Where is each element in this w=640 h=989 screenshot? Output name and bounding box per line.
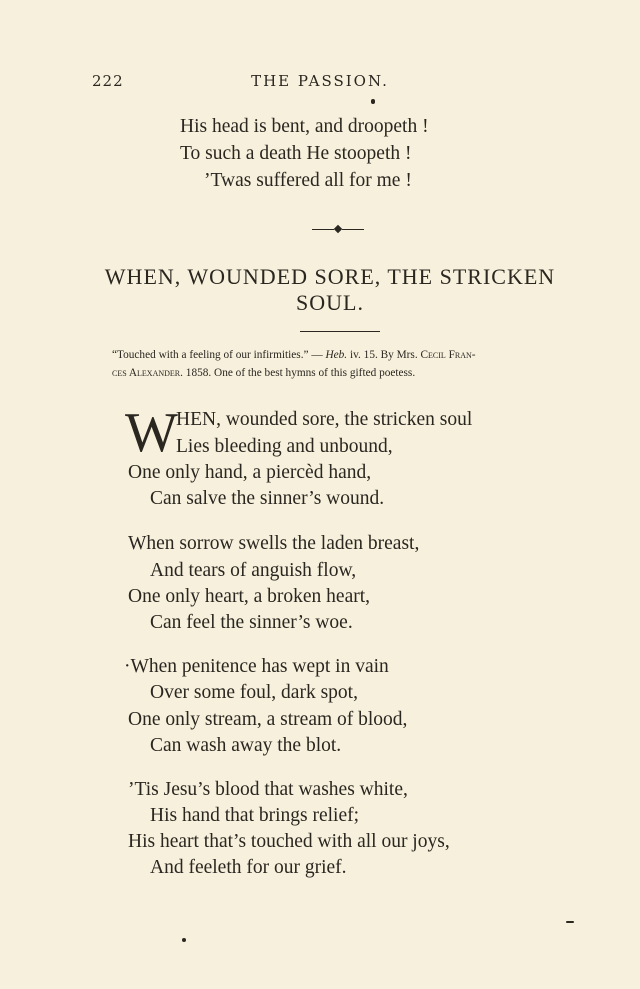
poem-line: ’Tis Jesu’s blood that washes white, <box>128 779 408 800</box>
note-dash: — <box>308 349 326 361</box>
prev-poem-line: To such a death He stoopeth ! <box>180 143 412 164</box>
poem-line: Over some foul, dark spot, <box>150 682 358 703</box>
poem-line: Can feel the sinner’s woe. <box>150 612 353 633</box>
poem-line: His hand that brings relief; <box>150 805 360 826</box>
page-number: 222 <box>92 72 124 90</box>
poem-line: His heart that’s touched with all our joys, <box>128 831 450 852</box>
prev-poem-line: His head is bent, and droopeth ! <box>180 116 429 137</box>
note-quote: “Touched with a feeling of our infirmities.” <box>112 349 309 361</box>
section-ornament <box>312 228 364 232</box>
hymn-note <box>112 346 592 382</box>
note-rest: 1858. One of the best hymns of this gifted poetess. <box>182 367 416 379</box>
poem-line: Can salve the sinner’s wound. <box>150 488 385 509</box>
poem-line: And tears of anguish flow, <box>150 560 357 581</box>
note-author-2: ces Alexander. <box>112 367 183 379</box>
poem-line: One only hand, a piercèd hand, <box>128 462 372 483</box>
poem-line: HEN, wounded sore, the stricken soul <box>176 409 473 430</box>
running-title: THE PASSION. <box>251 72 389 90</box>
poem-line: ·When penitence has wept in vain <box>124 656 389 677</box>
poem-line: Lies bleeding and unbound, <box>176 436 393 457</box>
poem-line: One only stream, a stream of blood, <box>128 709 408 730</box>
prev-poem-line: ’Twas suffered all for me ! <box>204 170 412 191</box>
poem-line: Can wash away the blot. <box>150 735 342 756</box>
poem-line: One only heart, a broken heart, <box>128 586 371 607</box>
ink-speck <box>566 921 574 923</box>
hymn-title-line-2: SOUL. <box>296 290 364 315</box>
hymn-title-line-1: WHEN, WOUNDED SORE, THE STRICKEN <box>104 264 556 289</box>
drop-cap: W <box>125 402 178 464</box>
ink-speck <box>371 99 375 104</box>
note-ref: Heb. <box>325 349 348 361</box>
title-rule <box>300 331 380 332</box>
poem-line: And feeleth for our grief. <box>150 857 347 878</box>
note-author-1: Cecil Fran- <box>420 349 476 361</box>
note-ref-rest: iv. 15. By Mrs. <box>347 349 421 361</box>
poem-line: When sorrow swells the laden breast, <box>128 533 420 554</box>
ink-speck <box>182 938 186 942</box>
